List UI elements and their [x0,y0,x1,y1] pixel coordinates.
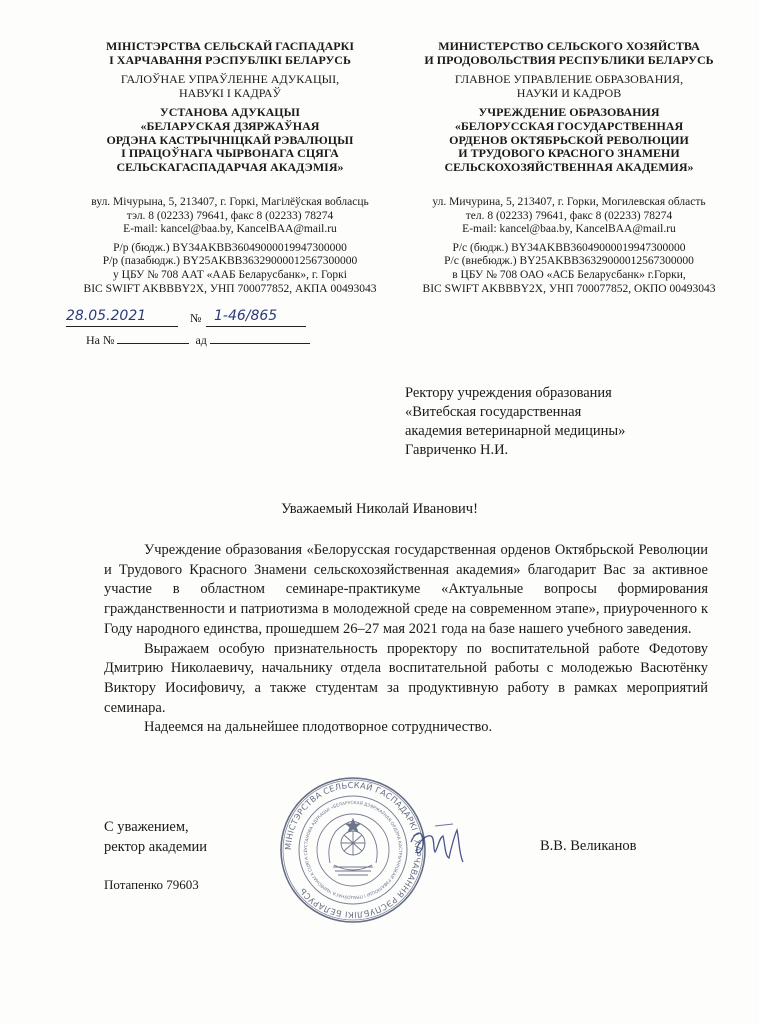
registration-line [66,310,386,330]
left-header [80,40,380,174]
right-requisites [410,196,728,296]
body-paragraph: Выражаем особую признательность проректору по воспитательной работе Федотову Дмитрию Николаевичу, начальнику отдела воспитательной работы с молодежью Васютёнку Виктору Иосифовичу, а также студентам за продуктивную работу в рамках мероприятий семинара. [104,640,708,716]
left-requisites [80,196,380,296]
number-label: № [190,311,202,325]
letter-body [104,541,708,738]
right-address: ул. Мичурина, 5, 213407, г. Горки, Могилевская область тел. 8 (02233) 79641, факс 8 (02233) 78274 E-mail: kancel@baa.by, KancelBAA@mail.ru [432,196,706,236]
salutation: Уважаемый Николай Иванович! [281,501,478,517]
right-header [410,40,728,174]
svg-text:МІНІСТЭРСТВА СЕЛЬСКАЙ ГАСПАДАР: МІНІСТЭРСТВА СЕЛЬСКАЙ ГАСПАДАРКІ І ХАРЧАВАННЯ РЭСПУБЛІКІ БЕЛАРУСЬ [282,779,424,921]
left-bank: Р/р (бюдж.) BY34AKBB36049000019947300000 Р/р (пазабюдж.) BY25AKBB36329000012567300000 у ЦБУ № 708 ААТ «ААБ Беларусбанк», г. Горкі BIC SWIFT AKBBBY2X, УНП 700077852, АКПА 00493043 [83,241,377,295]
handwritten-number: 1-46/865 [214,308,278,324]
signer-name: В.В. Великанов [540,838,637,854]
body-paragraph: Учреждение образования «Белорусская государственная орденов Октябрьской Революции и Трудового Красного Знамени сельскохозяйственная академия» благодарит Вас за активное участие в областном семинаре-практикуме «Актуальные вопросы формирования гражданственности и патриотизма в молодежной среде на современном этапе», приуроченного к Году народного единства, прошедшем 26–27 мая 2021 года на базе нашего учебного заведения. [104,542,708,637]
closing-block: С уважением, ректор академии [104,819,208,855]
left-department: ГАЛОЎНАЕ УПРАЎЛЕННЕ АДУКАЦЫІ, НАВУКІ І КАДРАЎ [120,72,340,100]
on-number-label: На № [86,333,115,347]
left-address: вул. Мічурына, 5, 213407, г. Горкі, Магілёўская вобласць тэл. 8 (02233) 79641, факс 8 (02233) 78274 E-mail: kancel@baa.by, KancelBAA@mail.ru [91,196,369,236]
left-institution: УСТАНОВА АДУКАЦЫІ «БЕЛАРУСКАЯ ДЗЯРЖАЎНАЯ ОРДЭНА КАСТРЫЧНІЦКАЙ РЭВАЛЮЦЫІ І ПРАЦОЎНАГА ЧЫРВОНАГА СЦЯГА СЕЛЬСКАГАСПАДАРЧАЯ АКАДЭМІЯ» [106,105,354,174]
left-ministry: МІНІСТЭРСТВА СЕЛЬСКАЙ ГАСПАДАРКІ І ХАРЧАВАННЯ РЭСПУБЛІКІ БЕЛАРУСЬ [105,39,354,67]
right-bank: Р/с (бюдж.) BY34AKBB36049000019947300000 Р/с (внебюдж.) BY25AKBB36329000012567300000 в ЦБУ № 708 ОАО «АСБ Беларусбанк» г.Горки, BIC SWIFT AKBBBY2X, УНП 700077852, ОКПО 00493043 [422,241,716,295]
right-department: ГЛАВНОЕ УПРАВЛЕНИЕ ОБРАЗОВАНИЯ, НАУКИ И КАДРОВ [454,72,684,100]
reference-line [86,333,310,348]
right-institution: УЧРЕЖДЕНИЕ ОБРАЗОВАНИЯ «БЕЛОРУССКАЯ ГОСУДАРСТВЕННАЯ ОРДЕНОВ ОКТЯБРЬСКОЙ РЕВОЛЮЦИИ И ТРУДОВОГО КРАСНОГО ЗНАМЕНИ СЕЛЬСКОХОЗЯЙСТВЕННАЯ АКАДЕМИЯ» [444,105,694,174]
body-paragraph: Надеемся на дальнейшее плодотворное сотрудничество. [144,719,493,736]
addressee-block: Ректору учреждения образования «Витебская государственная академия ветеринарной медицины» Гавриченко Н.И. [405,385,626,458]
handwritten-date: 28.05.2021 [66,308,147,324]
executor-note: Потапенко 79603 [104,877,199,892]
from-label: ад [195,333,207,347]
rector-signature [405,812,475,872]
right-ministry: МИНИСТЕРСТВО СЕЛЬСКОГО ХОЗЯЙСТВА И ПРОДОВОЛЬСТВИЯ РЕСПУБЛИКИ БЕЛАРУСЬ [424,39,714,67]
svg-text:УСТАНОВА АДУКАЦЫІ «БЕЛАРУСКАЯ: УСТАНОВА АДУКАЦЫІ «БЕЛАРУСКАЯ ДЗЯРЖАЎНАЯ ОРДЭНА КАСТРЫЧНІЦКАЙ РЭВАЛЮЦЫІ І ПРАЦОЎНАГА ЧЫРВОНАГА СЦЯГА СЕ [303,800,403,900]
